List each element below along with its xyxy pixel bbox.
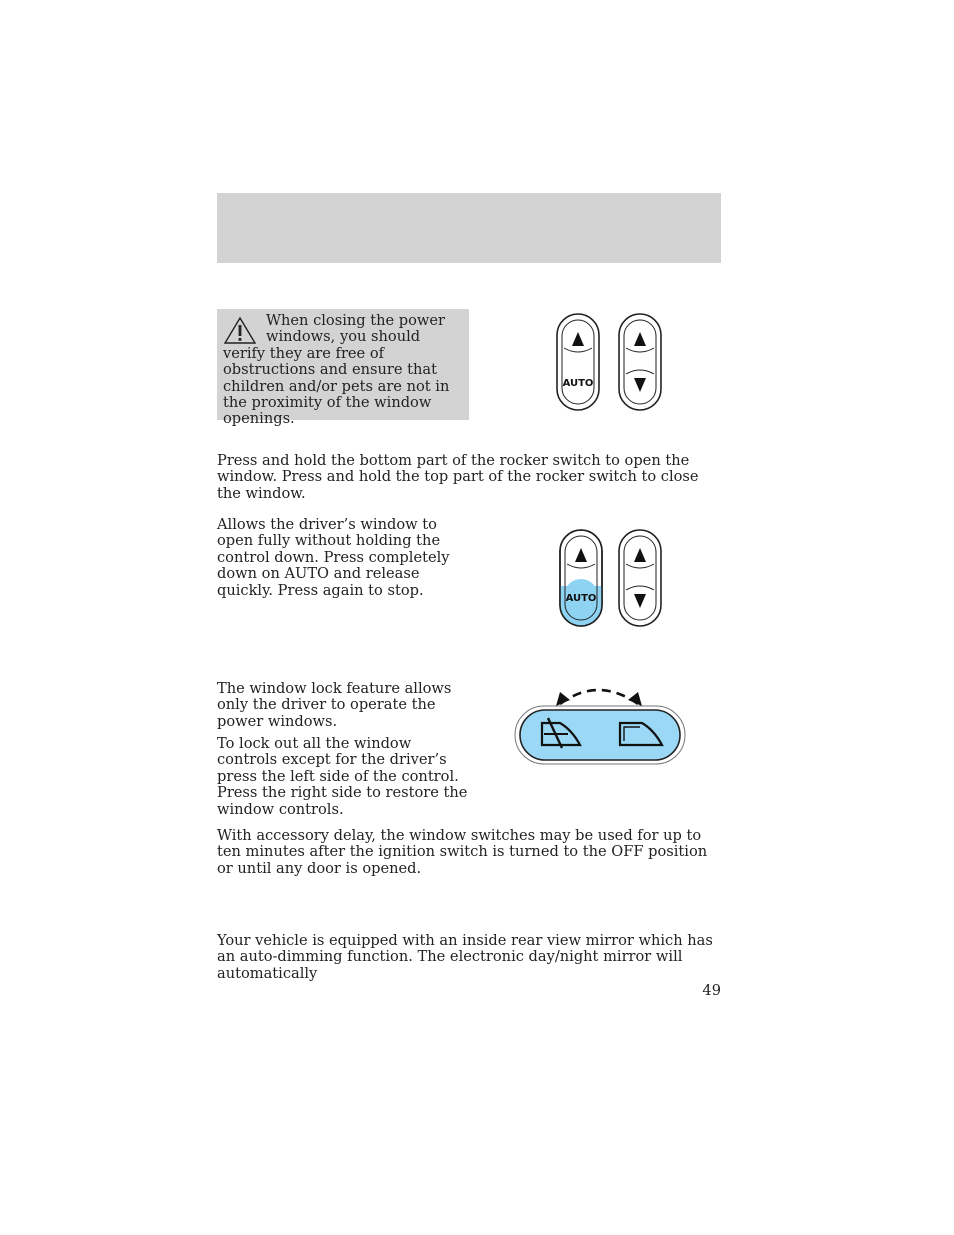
section-header-band	[217, 193, 721, 263]
accessory-delay-paragraph: With accessory delay, the window switches may be used for up to ten minutes after the ignition switch is turned to the OFF position or until any door is opened.	[217, 827, 708, 877]
passenger-window-switch	[619, 314, 661, 410]
driver-window-switch	[557, 314, 599, 410]
right-arrowhead-icon	[628, 692, 642, 706]
auto-window-switch-illustration	[554, 528, 670, 630]
driver-window-switch-auto	[560, 530, 602, 628]
window-switch-illustration	[552, 312, 668, 414]
window-lock-control-illustration	[510, 682, 690, 768]
window-lock-paragraph-2: To lock out all the window controls except for the driver’s press the left side of the control. Press the right side to restore the window controls.	[217, 735, 468, 818]
passenger-window-switch	[619, 530, 661, 626]
page-number: 49	[702, 982, 721, 999]
toggle-arrow-dashed	[560, 690, 638, 704]
auto-dim-mirror-paragraph: Your vehicle is equipped with an inside rear view mirror which has an auto-dimming function. The electronic day/night mirror will automatically	[217, 932, 713, 982]
auto-label: AUTO	[562, 378, 594, 389]
window-lock-paragraph-1: The window lock feature allows only the driver to operate the power windows.	[217, 680, 452, 730]
rocker-switch-paragraph: Press and hold the bottom part of the rocker switch to open the window. Press and hold the top part of the rocker switch to close the window.	[217, 452, 699, 502]
one-touch-down-paragraph: Allows the driver’s window to open fully without holding the control down. Press completely down on AUTO and release quickly. Press again to stop.	[217, 516, 450, 599]
warning-text: When closing the power windows, you should verify they are free of obstructions and ensure that children and/or pets are not in the proximity of the window openings.	[223, 312, 450, 428]
auto-label: AUTO	[565, 593, 597, 604]
left-arrowhead-icon	[556, 692, 570, 706]
warning-box	[217, 309, 469, 428]
